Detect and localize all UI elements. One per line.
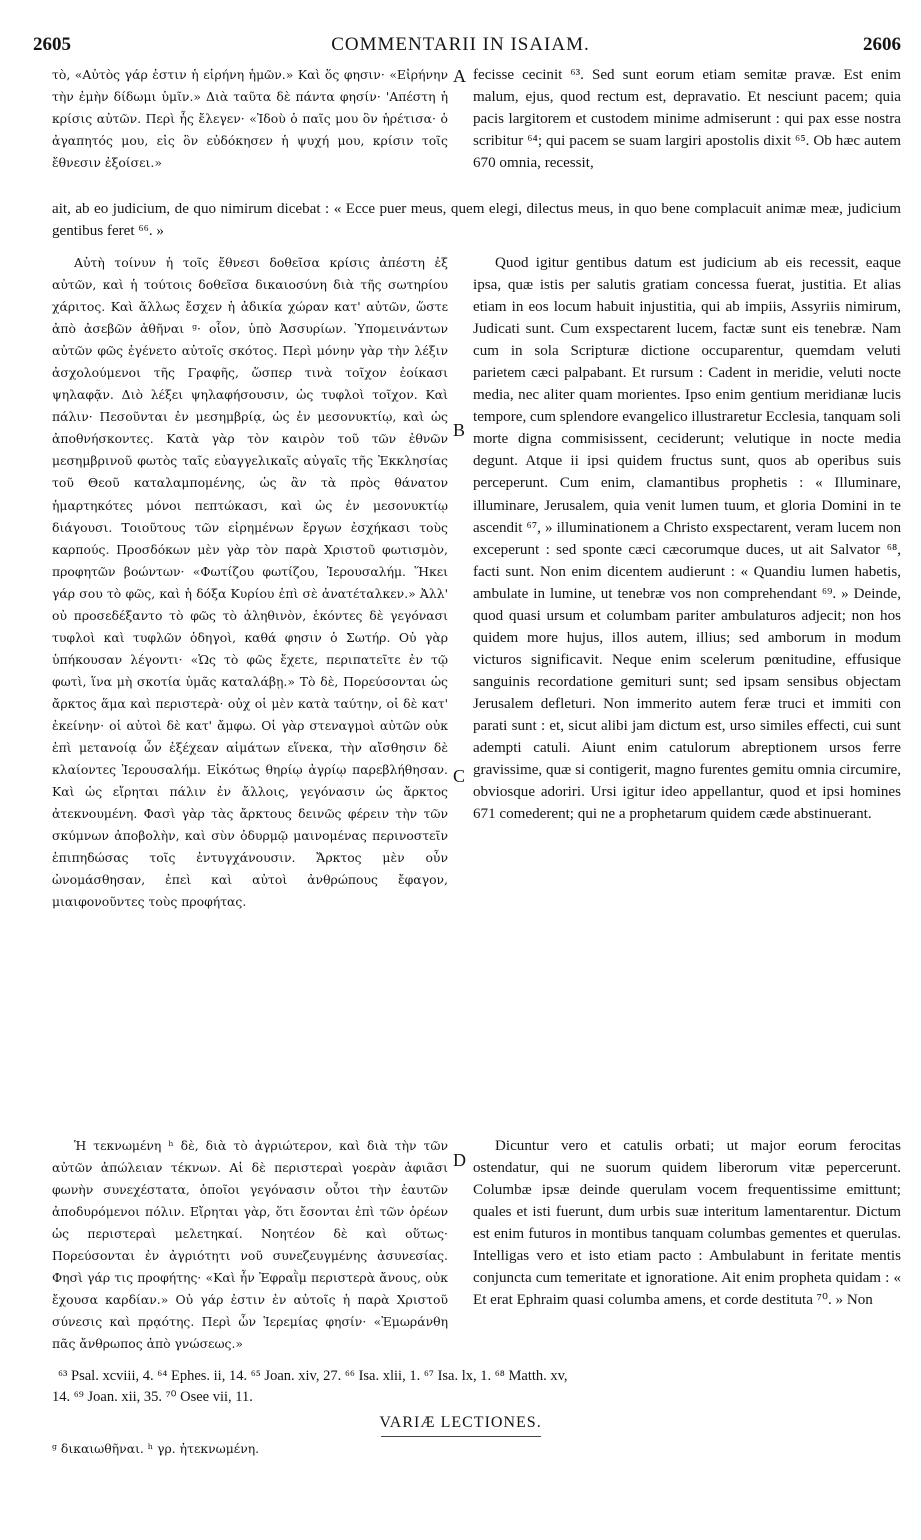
page-number-right: 2606	[863, 34, 901, 55]
greek-column-block-3	[52, 1135, 448, 1365]
variae-rule	[0, 1436, 921, 1437]
greek-text-1: τὸ, «Αὐτὸς γάρ ἐστιν ἡ εἰρήνη ἡμῶν.» Καὶ ὅς φησιν· «Εἰρήνην τὴν ἐμὴν δίδωμι ὑμῖν.» Διὰ ταῦτα δὲ πάντα φησίν· 'Απέστη ἡ κρίσις αὐτῶν. Περὶ ἧς ἔλεγεν· «Ἰδοὺ ὁ παῖς μου ὃν ἡρέτισα· ὁ ἀγαπητός μου, εἰς ὃν εὐδόκησεν ἡ ψυχή μου, κρίσιν τοῖς ἔθνεσιν ἐξοίσει.»	[52, 67, 448, 171]
running-title: COMMENTARII IN ISAIAM.	[331, 34, 590, 55]
variae-lectiones-heading: VARIÆ LECTIONES.	[379, 1414, 542, 1431]
latin-text-3: Dicuntur vero et catulis orbati; ut major eorum ferocitas ostendatur, qui ne suorum quidem liberorum vitæ pepercerunt. Columbæ ipsæ deinde querulam vocem frequentissime emittunt; quales et isti fuerunt, dum urbis suæ interitum lamentarentur. Dictum est enim futuros in montibus tanquam columbas gementes et querulas. Intelligas vero et isto etiam pacto : Ambulabunt in feritate mentis conjuncta cum temeritate et ignoratione. Ait enim propheta quidam : « Et erat Ephraim quasi columba amens, et corde destituta ⁷⁰. » Non	[473, 1138, 901, 1309]
page-number-left: 2605	[33, 34, 71, 55]
latin-text-2: Quod igitur gentibus datum est judicium ab eis recessit, eaque ipsa, quæ istis per salutis gratiam concessa fuerat, justitia. Et alias etiam in eos locum habuit injustitia, qui ab impiis, Assyriis nimirum, Judicati sunt. Cum exspectarent lucem, factæ sunt eis tenebræ. Nam cum in sola Scripturæ dictione occuparentur, quemdam veluti parietem cæci palpabant. Et rursum : Cadent in meridie, veluti nocte media, nec aliter quam morientes. Ipso enim gentium meridianæ lucis tempore, cum splendore evangelico illustraretur Ecclesia, tanquam soli morte digna commisissent, ceciderunt; velutique in nocte media degunt. Atque ii ipsi quidem fructus sunt, quos ab operibus suis perceperunt. Cum enim, clamantibus prophetis : « Illuminare, illuminare, Jerusalem, quia venit lumen tuum, et gloria Domini in te ascendit ⁶⁷, » illuminationem a Christo exspectarent, veram lucem non exceperunt : sed sponte cæci cæcorumque duces, ut ait Salvator ⁶⁸, facti sunt. Non enim dicentem audierunt : « Quandiu lumen habetis, ambulate in lumine, ut tenebræ vos non comprehendant ⁶⁹. » Deinde, quod quasi ursum et columbam pariter ambulaturos adjecit; non hos quidem more hujus, illos autem, illius; sed amborum in modum victuros significavit. Neque enim scelerum pœnitudine, effusique sanguinis recordatione gemituri sunt; sed ipsam sensibus objectam Jerusalem defleturi. Non immerito autem feræ truci et immiti con parati sunt : et, sicut alibi jam dictum est, urso similes effecti, cui sunt adempti catuli. Aiunt enim catulorum abreptionem ursos ferre gravissime, quæ si contigerit, magno furentes gemitu omnia circumire, obviosque adoriri. Ursi igitur ideo appellantur, quod et ipsi homines 671 comederent; qui ne a prophetarum quidem cæde abstinuerant.	[473, 255, 901, 823]
variae-lectiones-notes: ᵍ δικαιωθῆναι. ʰ γρ. ἠτεκνωμένη.	[52, 1441, 260, 1456]
footnote-line-2: 14. ⁶⁹ Joan. xii, 35. ⁷⁰ Osee vii, 11.	[52, 1389, 253, 1405]
greek-column-block-2	[52, 252, 448, 1052]
latin-column-block-3	[473, 1135, 901, 1365]
margin-mark-d: D	[453, 1150, 466, 1170]
greek-text-2: Αὐτὴ τοίνυν ἡ τοῖς ἔθνεσι δοθεῖσα κρίσις ἀπέστη ἐξ αὐτῶν, καὶ ἡ τούτοις δοθεῖσα δικαιοσύνη διὰ τῆς σωτηρίου χάριτος. Καὶ ἄλλως ἔσχεν ἡ ἀδικία χώραν κατ' αὐτῶν, ὥστε ἀπὸ ἀσεβῶν ἀθῆναι ᵍ· οἷον, ὑπὸ Ἀσσυρίων. Ὑπομεινάντων αὐτῶν φῶς ἐγένετο αὐτοῖς σκότος. Περὶ μόνην γὰρ τὴν λέξιν ἀσχολούμενοι τῆς Γραφῆς, ὥσπερ τινὰ τοῖχον ἐοίκασι ψηλαφᾷν. Διὸ λέξει ψηλαφήσουσιν, ὡς τυφλοὶ τοῖχον. Καὶ πάλιν· Πεσοῦνται ἐν μεσημβρίᾳ, ὡς ἐν μεσονυκτίῳ, καὶ ὡς ἀποθνήσκοντες. Κατὰ γὰρ τὸν καιρὸν τοῦ τῶν ἐθνῶν μεσημβρινοῦ φωτὸς ταῖς εὐαγγελικαῖς αὐγαῖς τῆς Ἐκκλησίας τοῦ Θεοῦ καταλαμπομένης, ὡς ἂν τὰ πρὸς θάνατον ἡμαρτηκότες μόνοι πεπτώκασι, καὶ ὡς ἐν μεσονυκτίῳ διάγουσι. Τοιοῦτους τῶν εἰρημένων ἔργων ἐσχήκασι τοὺς καρπούς. Προσδόκων μὲν γὰρ τὸν παρὰ Χριστοῦ φωτισμὸν, προφητῶν βοώντων· «Φωτίζου φωτίζου, Ἱερουσαλήμ. Ἥκει γάρ σου τὸ φῶς, καὶ ἡ δόξα Κυρίου ἐπὶ σὲ ἀνατέταλκεν.» Ἀλλ' οὐ προσεδέξαντο τὸ φῶς τὸ ἀληθινὸν, ἑκόντες δὲ γεγόνασι τυφλοὶ καὶ τυφλῶν ὁδηγοὶ, καθά φησιν ὁ Σωτήρ. Οὐ γὰρ ὑπήκουσαν λέγοντι· «Ὡς τὸ φῶς ἔχετε, περιπατεῖτε ἐν τῷ φωτὶ, ἵνα μὴ σκοτία ὑμᾶς καταλάβῃ.» Τὸ δὲ, Πορεύσονται ὡς ἄρκτος ἅμα καὶ περιστερὰ· οὐχ οἱ μὲν κατὰ ταύτην, οἱ δὲ κατ' ἐκείνην· οἱ αὐτοὶ δὲ κατ' ἄμφω. Οἱ γὰρ στεναγμοὶ αὐτῶν οὐκ ἐπὶ μετανοίᾳ ὧν ἐξέχεαν αἱμάτων εἵνεκα, τὴν αἴσθησιν δὲ κλαίοντες Ἱερουσαλήμ. Εἰκότως θηρίῳ ἀγρίῳ παρεβλήθησαν. Καὶ ὡς εἴρηται πάλιν ἐν ἄλλοις, γεγόνασιν ὡς ἄρκτος ἀτεκνουμένη. Φασὶ γὰρ τὰς ἄρκτους δεινῶς φέρειν τὴν τῶν σκύμνων ἀποβολὴν, καὶ σὺν ὀδυρμῷ μαινομένας περινοστεῖν ἐπιπηδώσας τοῖς ἐντυγχάνουσιν. Ἄρκτος μὲν οὖν ὠνομάσθησαν, ἐπεὶ καὶ αὐτοὶ ἀνθρώπους ἔφαγον, μιαιφονοῦντες τοὺς προφήτας.	[52, 255, 448, 910]
margin-mark-a: A	[453, 66, 466, 86]
margin-mark-c: C	[453, 766, 466, 786]
latin-fullwidth-text: ait, ab eo judicium, de quo nimirum dicebat : « Ecce puer meus, quem elegi, dilectus meus, in quo bene complacuit animæ meæ, judicium gentibus feret ⁶⁶. »	[52, 201, 901, 239]
running-header	[0, 34, 921, 58]
latin-text-1: fecisse cecinit ⁶³. Sed sunt eorum etiam semitæ pravæ. Est enim malum, ejus, quod rectum est, depravatio. Et nesciunt pacem; quia pacis largitorem et custodem minime admiserunt : qui pax esse nostra scribitur ⁶⁴; qui pacem se suam largiri apostolis dixit ⁶⁵. Ob hæc autem 670 omnia, recessit,	[473, 67, 901, 172]
latin-column-block-2	[473, 252, 901, 1132]
margin-mark-b: B	[453, 420, 466, 440]
footnote-line-1: ⁶³ Psal. xcviii, 4. ⁶⁴ Ephes. ii, 14. ⁶⁵ Joan. xiv, 27. ⁶⁶ Isa. xlii, 1. ⁶⁷ Isa. lx, 1. ⁶⁸ Matth. xv,	[58, 1368, 568, 1384]
footnotes	[52, 1366, 901, 1408]
latin-column-block-1	[473, 64, 901, 196]
greek-text-3: Ἡ τεκνωμένη ʰ δὲ, διὰ τὸ ἀγριώτερον, καὶ διὰ τὴν τῶν αὐτῶν ἀπώλειαν τέκνων. Αἱ δὲ περιστεραὶ γοερὰν ἀφιᾶσι φωνὴν συνεχέστατα, ὁποῖοι γεγόνασιν οὗτοι τὴν ἑαυτῶν ἀποδυρόμενοι πόλιν. Εἴρηται γὰρ, ὅτι ἔσονται ἐπὶ τῶν ὀρέων ὡς περιστεραὶ μελετηκαί. Νοητέον δὲ καὶ οὕτως· Πορεύσονται ἐν ἀγριότητι νοῦ συνεζευγμένης ἀσυνεσίας. Φησὶ γάρ τις προφήτης· «Καὶ ἦν Ἐφραῒμ περιστερὰ ἄνους, οὐκ ἔχουσα καρδίαν.» Οὐ γάρ ἐστιν ἐν αὐτοῖς ἡ παρὰ Χριστοῦ σύνεσις καὶ πρᾳότης. Περὶ ὧν Ἱερεμίας φησίν· «Ἐμωράνθη πᾶς ἄνθρωπος ἀπὸ γνώσεως.»	[52, 1138, 448, 1352]
greek-column-block-1	[52, 64, 448, 196]
latin-fullwidth-line	[52, 198, 901, 244]
